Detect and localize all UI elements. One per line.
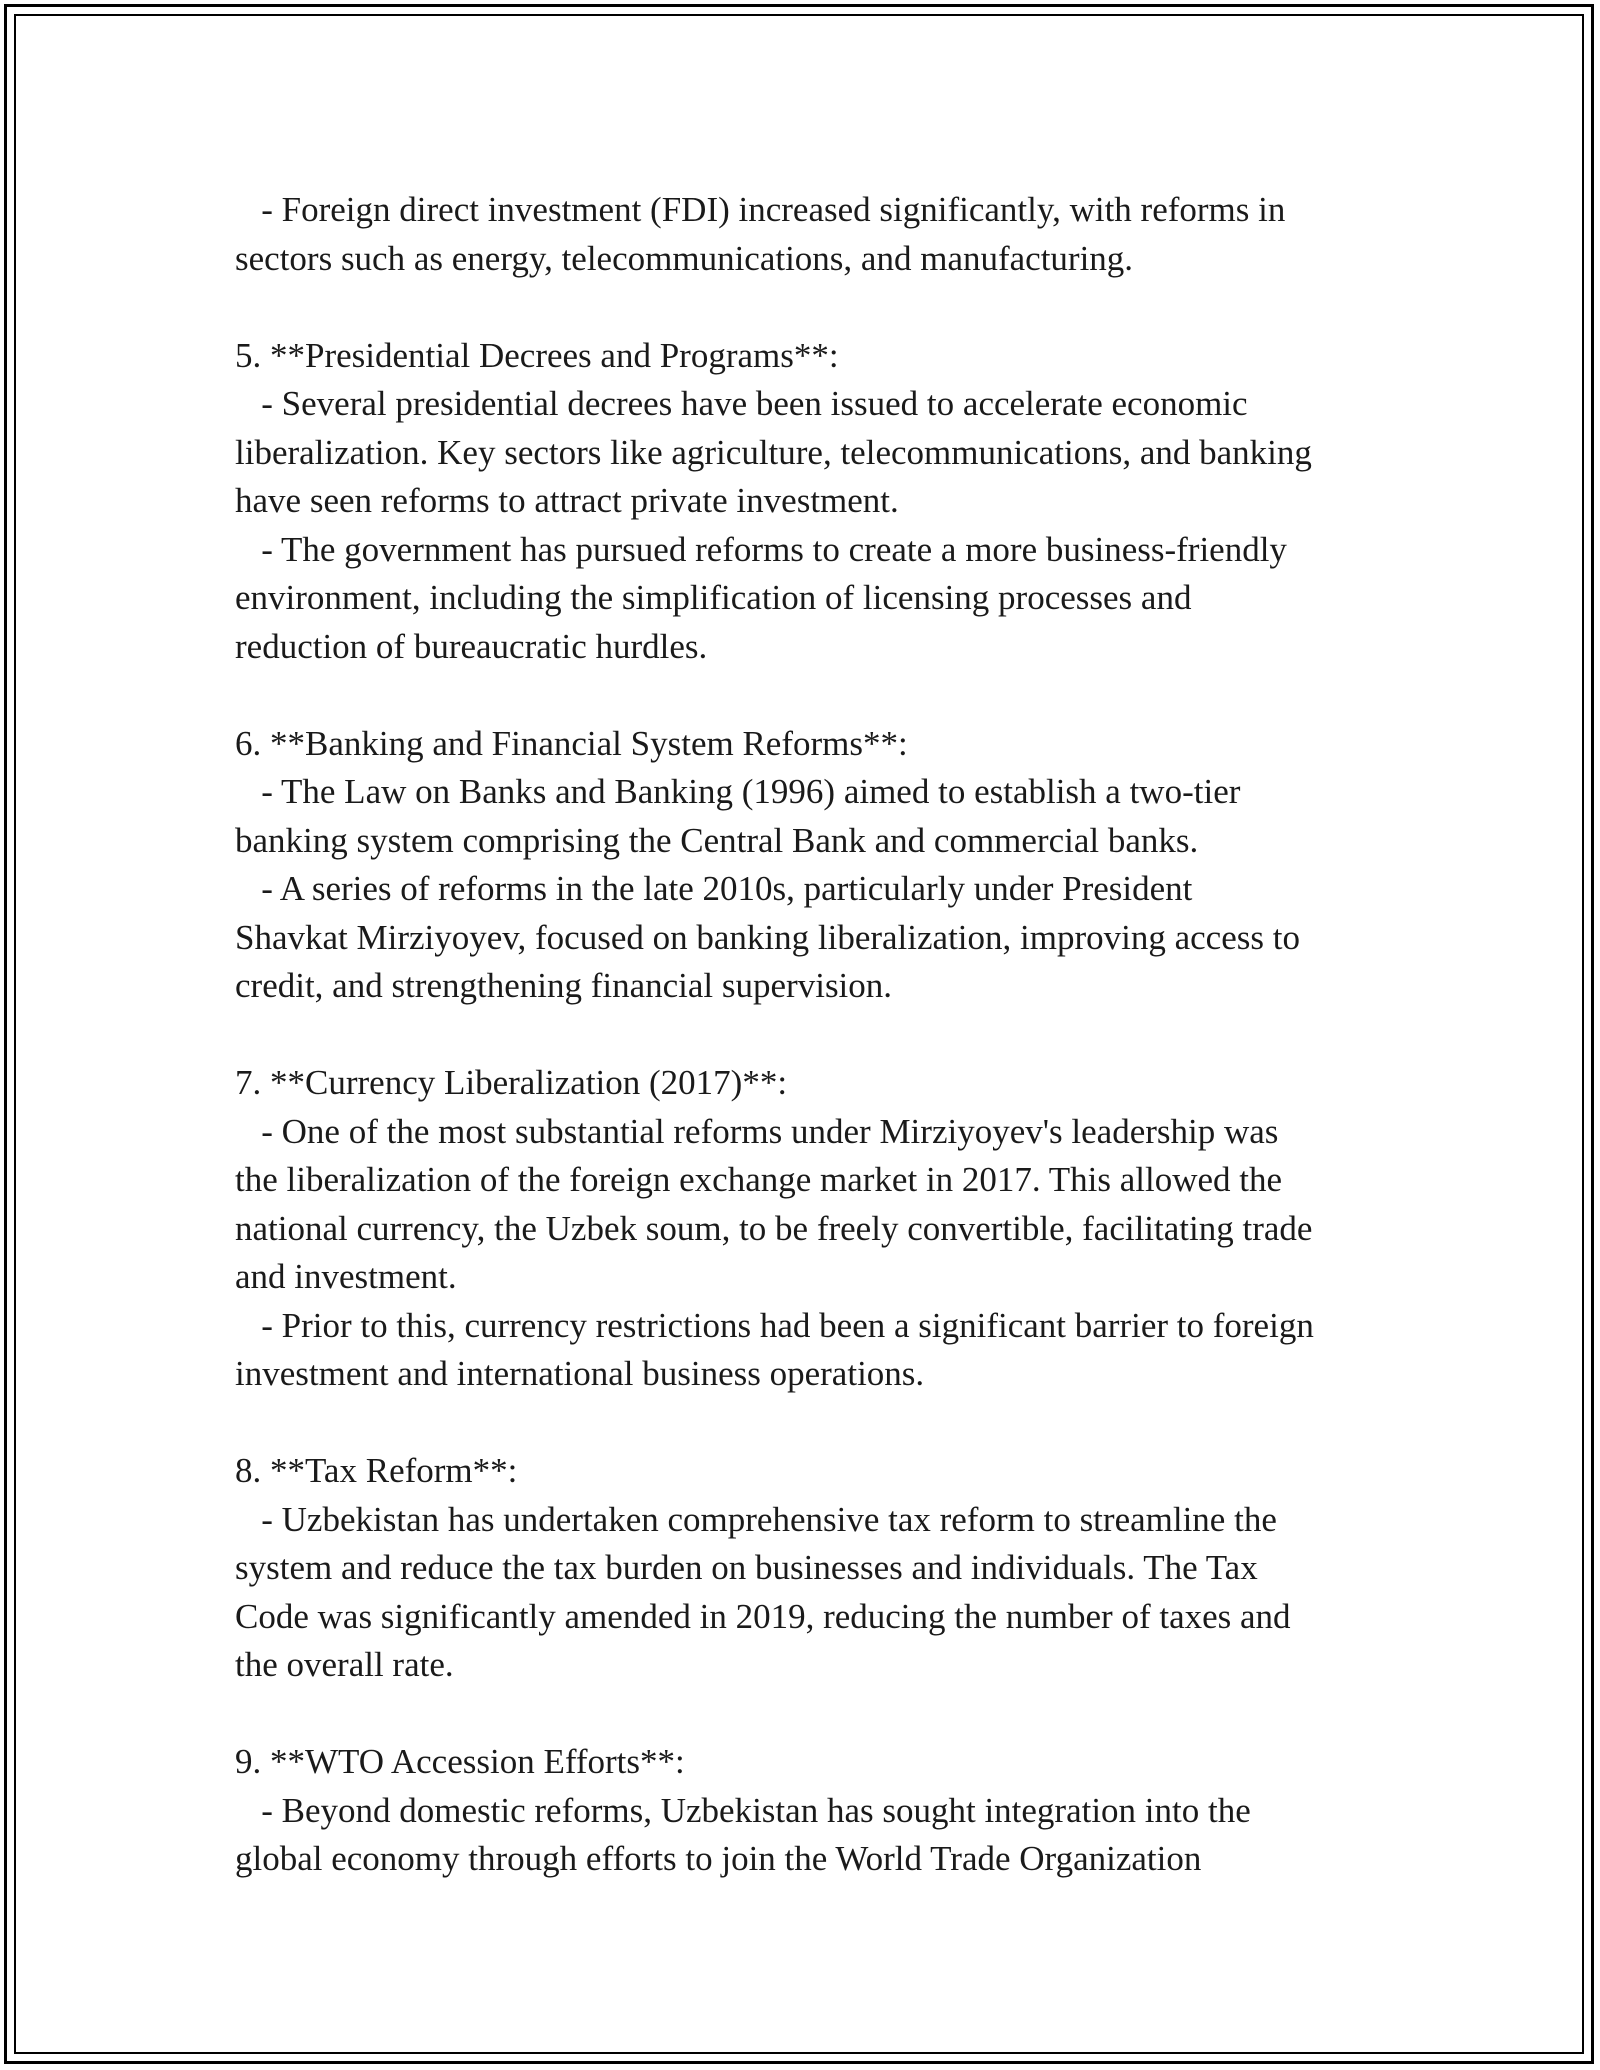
section-heading: 9. **WTO Accession Efforts**:: [235, 1742, 685, 1781]
text-line: sectors such as energy, telecommunications, and manufacturing.: [235, 238, 1134, 278]
text-line: have seen reforms to attract private investment.: [235, 481, 899, 520]
section-heading: 6. **Banking and Financial System Reforms**:: [235, 723, 908, 763]
text-line: - Several presidential decrees have been issued to accelerate economic: [235, 384, 1248, 423]
text-line: investment and international business operations.: [235, 1354, 925, 1393]
text-line: - The Law on Banks and Banking (1996) aimed to establish a two-tier: [235, 772, 1241, 811]
text-line: banking system comprising the Central Bank and commercial banks.: [235, 820, 1199, 860]
document-body: [235, 186, 1395, 1884]
text-line: - One of the most substantial reforms under Mirziyoyev's leadership was: [235, 1111, 1279, 1151]
text-line: - Foreign direct investment (FDI) increased significantly, with reforms in: [235, 190, 1286, 229]
text-line: Shavkat Mirziyoyev, focused on banking liberalization, improving access to: [235, 917, 1300, 957]
section-heading: 7. **Currency Liberalization (2017)**:: [235, 1063, 788, 1102]
text-line: the overall rate.: [235, 1645, 454, 1684]
text-line: - The government has pursued reforms to create a more business-friendly: [235, 529, 1287, 569]
text-line: - Prior to this, currency restrictions had been a significant barrier to foreign: [235, 1305, 1314, 1345]
text-line: national currency, the Uzbek soum, to be freely convertible, facilitating trade: [235, 1208, 1313, 1248]
text-line: Code was significantly amended in 2019, reducing the number of taxes and: [235, 1596, 1291, 1636]
section-heading: 8. **Tax Reform**:: [235, 1451, 518, 1490]
text-line: global economy through efforts to join the World Trade Organization: [235, 1839, 1202, 1878]
text-line: - Uzbekistan has undertaken comprehensive tax reform to streamline the: [235, 1499, 1277, 1539]
text-line: and investment.: [235, 1257, 457, 1296]
text-line: - Beyond domestic reforms, Uzbekistan has sought integration into the: [235, 1790, 1251, 1830]
text-line: reduction of bureaucratic hurdles.: [235, 626, 708, 666]
text-line: liberalization. Key sectors like agriculture, telecommunications, and banking: [235, 432, 1312, 472]
text-line: environment, including the simplification of licensing processes and: [235, 578, 1192, 617]
paragraph-gap: [235, 1690, 1395, 1739]
text-line: system and reduce the tax burden on businesses and individuals. The Tax: [235, 1548, 1258, 1587]
paragraph-gap: [235, 283, 1395, 332]
text-line: credit, and strengthening financial supervision.: [235, 966, 893, 1005]
paragraph-gap: [235, 1011, 1395, 1060]
text-line: - A series of reforms in the late 2010s, particularly under President: [235, 869, 1193, 908]
paragraph-gap: [235, 1399, 1395, 1448]
paragraph-gap: [235, 671, 1395, 720]
text-line: the liberalization of the foreign exchange market in 2017. This allowed the: [235, 1160, 1283, 1199]
section-heading: 5. **Presidential Decrees and Programs**:: [235, 335, 839, 375]
